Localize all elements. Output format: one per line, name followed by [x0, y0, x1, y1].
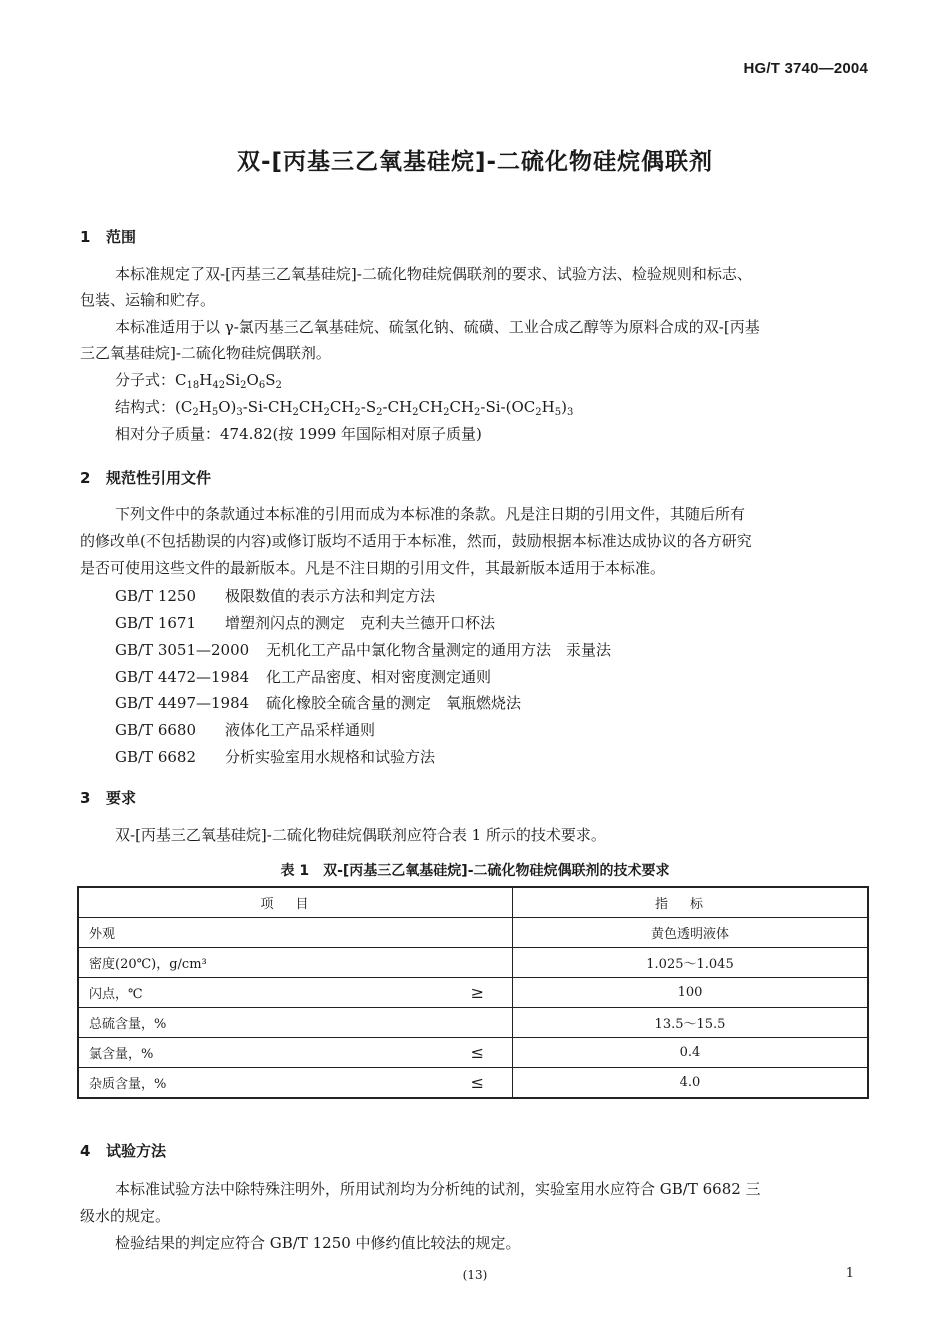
reference-item	[115, 639, 611, 660]
section-title: 要求	[106, 789, 137, 807]
requirements-table	[77, 886, 869, 1099]
scope-paragraph-line: 三乙氧基硅烷]-二硫化物硅烷偶联剂。	[80, 344, 331, 362]
section-number: 4	[80, 1142, 91, 1160]
references-paragraph-line: 是否可使用这些文件的最新版本。凡是不注日期的引用文件，其最新版本适用于本标准。	[80, 559, 666, 577]
requirements-paragraph: 双-[丙基三乙氧基硅烷]-二硫化物硅烷偶联剂应符合表 1 所示的技术要求。	[115, 826, 606, 844]
item-label: 杂质含量，%	[89, 1077, 167, 1092]
references-paragraph-line: 的修改单(不包括勘误的内容)或修订版均不适用于本标准，然而，鼓励根据本标准达成协议的各方研究	[80, 532, 752, 550]
table-header-item: 项目	[78, 887, 513, 918]
item-label: 外观	[89, 927, 116, 942]
table-cell-value: 1.025～1.045	[513, 948, 869, 978]
table-cell-value: 黄色透明液体	[513, 918, 869, 948]
scope-paragraph-line: 本标准适用于以 γ-氯丙基三乙氧基硅烷、硫氢化钠、硫磺、工业合成乙醇等为原料合成的双-[丙基	[115, 318, 760, 336]
table-header-value: 指标	[513, 887, 869, 918]
reference-code: GB/T 6680	[115, 721, 197, 739]
table-row	[78, 948, 868, 978]
table-cell-value: 13.5～15.5	[513, 1008, 869, 1038]
section-number: 1	[80, 228, 91, 246]
reference-title: 无机化工产品中氯化物含量测定的通用方法 汞量法	[266, 641, 612, 659]
reference-code: GB/T 3051—2000	[115, 641, 250, 659]
table-cell-value: 100	[513, 978, 869, 1008]
scope-paragraph-line: 包装、运输和贮存。	[80, 291, 216, 309]
reference-item	[115, 719, 375, 740]
comparison-symbol: ≤	[470, 1073, 484, 1092]
table-cell-item	[78, 1008, 513, 1038]
section-number: 3	[80, 789, 91, 807]
standard-number: HG/T 3740—2004	[743, 60, 868, 77]
section-title: 试验方法	[106, 1142, 167, 1160]
reference-item	[115, 666, 491, 687]
section-1-heading	[80, 226, 136, 247]
reference-title: 极限数值的表示方法和判定方法	[225, 587, 436, 605]
references-paragraph-line: 下列文件中的条款通过本标准的引用而成为本标准的条款。凡是注日期的引用文件，其随后所有	[115, 505, 746, 523]
molecular-formula	[115, 371, 282, 395]
scope-paragraph-line: 本标准规定了双-[丙基三乙氧基硅烷]-二硫化物硅烷偶联剂的要求、试验方法、检验规则和标志、	[115, 265, 752, 283]
item-label: 闪点，℃	[89, 987, 143, 1002]
table-row	[78, 1008, 868, 1038]
test-methods-paragraph-line: 级水的规定。	[80, 1207, 171, 1225]
test-methods-paragraph-line: 检验结果的判定应符合 GB/T 1250 中修约值比较法的规定。	[115, 1234, 521, 1252]
test-methods-paragraph-line: 本标准试验方法中除特殊注明外，所用试剂均为分析纯的试剂，实验室用水应符合 GB/T 6682 三	[115, 1180, 761, 1198]
reference-title: 分析实验室用水规格和试验方法	[225, 748, 436, 766]
table-caption: 表 1 双-[丙基三乙氧基硅烷]-二硫化物硅烷偶联剂的技术要求	[280, 863, 670, 879]
reference-code: GB/T 4472—1984	[115, 668, 250, 686]
reference-code: GB/T 6682	[115, 748, 197, 766]
reference-title: 化工产品密度、相对密度测定通则	[266, 668, 492, 686]
page-label: (13)	[462, 1268, 488, 1282]
reference-item	[115, 585, 435, 606]
table-cell-item	[78, 1068, 513, 1099]
reference-item	[115, 746, 435, 767]
item-label: 总硫含量，%	[89, 1017, 167, 1032]
section-4-heading	[80, 1140, 166, 1161]
reference-title: 增塑剂闪点的测定 克利夫兰德开口杯法	[225, 614, 496, 632]
structure-value: $(C_2H_5O)_3-Si-CH_2CH_2CH_2-S_2-CH_2CH_2CH_2-Si-(OC_2H_5)_3$	[175, 398, 574, 418]
table-header-row	[78, 887, 868, 918]
table-row	[78, 918, 868, 948]
section-3-heading	[80, 787, 136, 808]
reference-item	[115, 692, 521, 713]
formula-value: $C_{18}H_{42}Si_2O_6S_2$	[175, 371, 282, 391]
table-cell-item	[78, 918, 513, 948]
item-label: 氯含量，%	[89, 1047, 154, 1062]
reference-item	[115, 612, 495, 633]
table-cell-value: 0.4	[513, 1038, 869, 1068]
table-row	[78, 978, 868, 1008]
table-row	[78, 1068, 868, 1099]
structure-label: 结构式：	[115, 398, 176, 416]
structural-formula	[115, 398, 573, 422]
table-cell-value: 4.0	[513, 1068, 869, 1099]
section-number: 2	[80, 469, 91, 487]
formula-label: 分子式：	[115, 371, 176, 389]
table-row	[78, 1038, 868, 1068]
section-2-heading	[80, 467, 211, 488]
comparison-symbol: ≤	[470, 1043, 484, 1062]
table-cell-item	[78, 948, 513, 978]
reference-code: GB/T 4497—1984	[115, 694, 250, 712]
table-cell-item	[78, 1038, 513, 1068]
reference-title: 液体化工产品采样通则	[225, 721, 376, 739]
reference-code: GB/T 1671	[115, 614, 197, 632]
section-title: 范围	[106, 228, 137, 246]
comparison-symbol: ≥	[470, 983, 484, 1002]
molecular-mass: 相对分子质量：474.82(按 1999 年国际相对原子质量)	[115, 425, 482, 443]
page-number: 1	[845, 1266, 854, 1281]
reference-title: 硫化橡胶全硫含量的测定 氧瓶燃烧法	[266, 694, 522, 712]
table-cell-item	[78, 978, 513, 1008]
item-label: 密度(20℃)，g/cm³	[89, 957, 207, 972]
document-title: 双-[丙基三乙氧基硅烷]-二硫化物硅烷偶联剂	[236, 149, 714, 175]
reference-code: GB/T 1250	[115, 587, 197, 605]
section-title: 规范性引用文件	[106, 469, 212, 487]
